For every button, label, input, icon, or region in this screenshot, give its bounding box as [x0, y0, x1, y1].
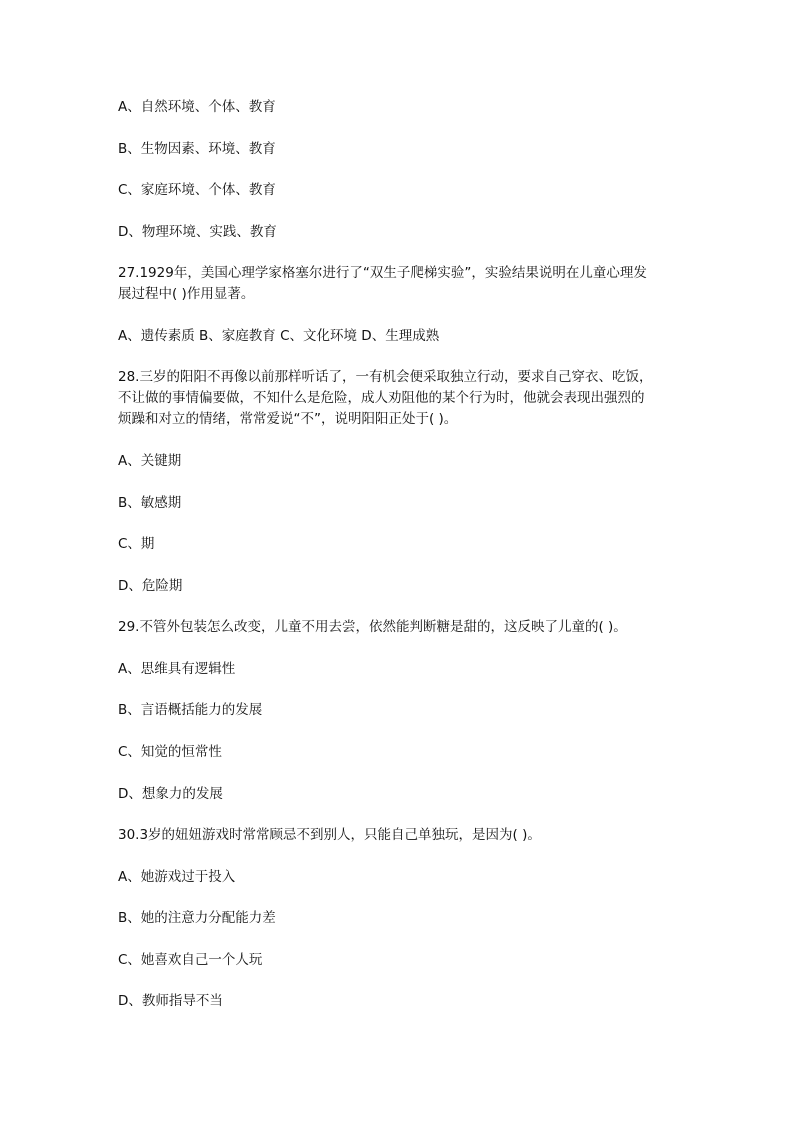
q28-stem-line-1: 28.三岁的阳阳不再像以前那样听话了，一有机会便采取独立行动，要求自己穿衣、吃饭，	[118, 369, 653, 385]
q26-option-c: C、家庭环境、个体、教育	[118, 182, 276, 198]
q28-option-a: A、关键期	[118, 453, 182, 469]
q26-option-b: B、生物因素、环境、教育	[118, 141, 276, 157]
q29-option-d: D、想象力的发展	[118, 786, 223, 802]
q30-option-a: A、她游戏过于投入	[118, 869, 236, 885]
q27-stem-line-1: 27.1929年，美国心理学家格塞尔进行了“双生子爬梯实验”，实验结果说明在儿童心理发	[118, 265, 647, 281]
q27-stem-line-2: 展过程中( )作用显著。	[118, 286, 255, 302]
q29-option-b: B、言语概括能力的发展	[118, 702, 263, 718]
q29-stem: 29.不管外包装怎么改变，儿童不用去尝，依然能判断糖是甜的，这反映了儿童的( )。	[118, 619, 627, 635]
q28-option-c: C、期	[118, 536, 155, 552]
q30-stem: 30.3岁的妞妞游戏时常常顾忌不到别人，只能自己单独玩，是因为( )。	[118, 827, 541, 843]
q26-option-a: A、自然环境、个体、教育	[118, 99, 276, 115]
q28-stem-line-3: 烦躁和对立的情绪，常常爱说“不”，说明阳阳正处于( )。	[118, 411, 458, 427]
q28-option-d: D、危险期	[118, 578, 183, 594]
q28-stem-line-2: 不让做的事情偏要做，不知什么是危险，成人劝阻他的某个行为时，他就会表现出强烈的	[118, 390, 645, 406]
q29-option-a: A、思维具有逻辑性	[118, 661, 236, 677]
q30-option-b: B、她的注意力分配能力差	[118, 910, 276, 926]
q30-option-c: C、她喜欢自己一个人玩	[118, 952, 263, 968]
q28-option-b: B、敏感期	[118, 495, 182, 511]
q26-option-d: D、物理环境、实践、教育	[118, 224, 277, 240]
q30-option-d: D、教师指导不当	[118, 993, 223, 1009]
q29-option-c: C、知觉的恒常性	[118, 744, 222, 760]
q27-options: A、遗传素质 B、家庭教育 C、文化环境 D、生理成熟	[118, 328, 440, 344]
